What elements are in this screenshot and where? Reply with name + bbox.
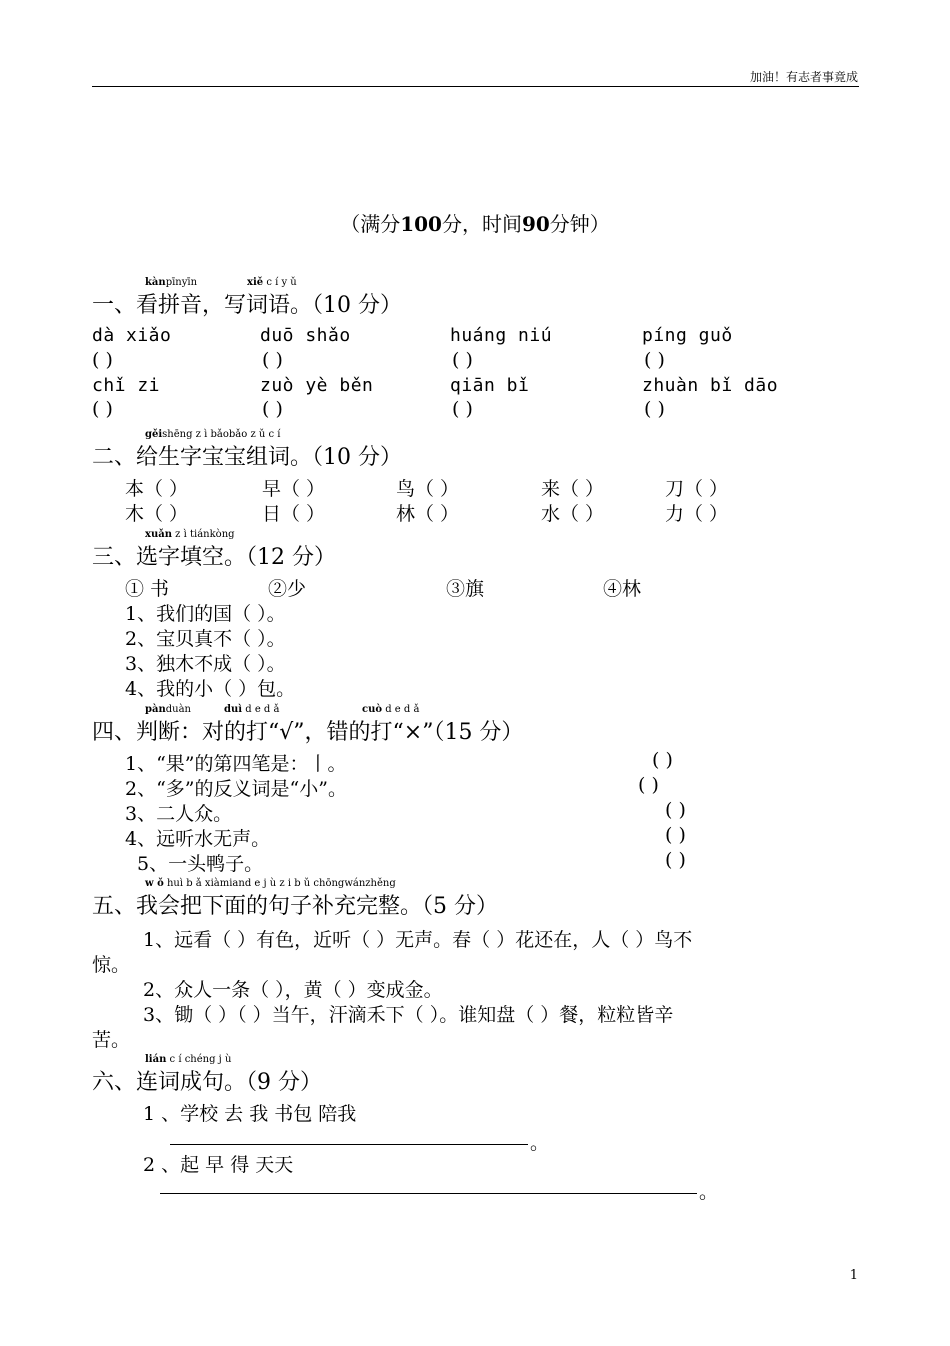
s3-option-2: ②少 [268,578,307,600]
header-divider [92,86,859,87]
s1-answer-blank-6[interactable]: ( ) [262,398,283,420]
s2-word-6[interactable]: 木（ ） [125,503,189,525]
s6-answer-end-2: 。 [699,1181,719,1203]
s6-answer-line-1[interactable] [170,1144,528,1145]
s1-pinyin-a: kànpīnyīn [145,277,198,288]
s1-pinyin-1: dà xiǎo [92,325,172,346]
s2-word-1[interactable]: 本（ ） [125,478,189,500]
s1-answer-blank-7[interactable]: ( ) [452,398,473,420]
s2-word-9[interactable]: 水（ ） [541,503,605,525]
s2-word-7[interactable]: 日（ ） [262,503,326,525]
s1-pinyin-3: huáng niú [450,325,553,346]
s1-pinyin-8: zhuàn bǐ dāo [642,375,779,396]
section-4-title: 四、判断：对的打“√”，错的打“×”（15 分） [92,720,524,745]
s4-item-4: 4、远听水无声。 [125,828,271,850]
s4-mark-1[interactable]: ( ) [652,749,673,771]
s1-answer-blank-2[interactable]: ( ) [262,349,283,371]
s3-option-4: ④林 [603,578,642,600]
s4-mark-5[interactable]: ( ) [665,849,686,871]
exam-info-pre: （满分 [340,212,401,236]
section-3-title: 三、选字填空。（12 分） [92,545,336,570]
full-score: 100 [400,212,442,236]
s1-answer-blank-1[interactable]: ( ) [92,349,113,371]
s3-item-3[interactable]: 3、独木不成（ ）。 [125,653,286,675]
s5-line-2[interactable]: 2、众人一条（ ），黄（ ）变成金。 [143,979,443,1001]
section-6-title: 六、连词成句。（9 分） [92,1070,322,1095]
s1-pinyin-2: duō shǎo [260,325,351,346]
s6-answer-end-1: 。 [530,1132,550,1154]
s2-word-8[interactable]: 林（ ） [396,503,460,525]
s3-option-1: ① 书 [125,578,170,600]
time-limit: 90 [521,212,550,236]
s5-line-3-cont: 苦。 [92,1029,131,1051]
s1-pinyin-4: píng guǒ [642,325,733,346]
s2-word-5[interactable]: 刀（ ） [665,478,729,500]
s3-pinyin: xuǎn z ì tiánkòng [145,529,235,540]
s3-option-3: ③旗 [446,578,485,600]
s3-item-2[interactable]: 2、宝贝真不（ ）。 [125,628,286,650]
exam-info-post: 分钟） [549,212,610,236]
s4-pinyin-b: duì d e d ǎ [224,704,280,715]
section-1-title: 一、看拼音，写词语。（10 分） [92,293,402,318]
s6-item-2: 2 、起 早 得 天天 [143,1154,294,1176]
s1-answer-blank-3[interactable]: ( ) [452,349,473,371]
s6-pinyin: lián c í chéng j ù [145,1054,232,1065]
s4-mark-3[interactable]: ( ) [665,799,686,821]
s2-word-2[interactable]: 早（ ） [262,478,326,500]
s1-answer-blank-8[interactable]: ( ) [644,398,665,420]
s2-word-10[interactable]: 力（ ） [665,503,729,525]
s1-answer-blank-5[interactable]: ( ) [92,398,113,420]
s2-pinyin: gěishēng z ì bǎobǎo z ǔ c í [145,429,281,440]
s4-pinyin-c: cuò d e d ǎ [362,704,420,715]
s6-item-1: 1 、学校 去 我 书包 陪我 [143,1103,357,1125]
s5-line-3[interactable]: 3、锄（ ）（ ）当午，汗滴禾下（ ）。谁知盘（ ）餐，粒粒皆辛 [143,1004,674,1026]
s1-answer-blank-4[interactable]: ( ) [644,349,665,371]
s4-item-5: 5、一头鸭子。 [137,853,264,875]
s1-pinyin-5: chǐ zi [92,375,161,396]
s4-item-2: 2、“多”的反义词是“小”。 [125,778,347,800]
s6-answer-line-2[interactable] [160,1193,697,1194]
page-number: 1 [849,1268,858,1283]
s5-line-1[interactable]: 1、远看（ ）有色，近听（ ）无声。春（ ）花还在，人（ ）鸟不 [143,929,693,951]
section-5-title: 五、我会把下面的句子补充完整。（5 分） [92,894,498,919]
s1-pinyin-b: xiě c í y ǔ [247,277,297,288]
s4-pinyin-a: pànduàn [145,704,191,715]
s4-mark-2[interactable]: ( ) [638,774,659,796]
s1-pinyin-7: qiān bǐ [450,375,530,396]
s2-word-3[interactable]: 鸟（ ） [396,478,460,500]
header-motto: 加油！有志者事竟成 [749,70,858,84]
s3-item-1[interactable]: 1、我们的国（ ）。 [125,603,286,625]
s4-mark-4[interactable]: ( ) [665,824,686,846]
exam-info-mid: 分，时间 [441,212,522,236]
s1-pinyin-6: zuò yè běn [260,375,374,396]
s3-item-4[interactable]: 4、我的小（ ）包。 [125,678,296,700]
s4-item-3: 3、二人众。 [125,803,233,825]
s4-item-1: 1、“果”的第四笔是：丨。 [125,753,347,775]
section-2-title: 二、给生字宝宝组词。（10 分） [92,445,402,470]
s2-word-4[interactable]: 来（ ） [541,478,605,500]
s5-line-1-cont: 惊。 [92,954,131,976]
exam-info [0,208,950,237]
s5-pinyin: w ǒ huì b ǎ xiàmiand e j ù z i b ǔ chōngwánzhěng [145,878,396,889]
